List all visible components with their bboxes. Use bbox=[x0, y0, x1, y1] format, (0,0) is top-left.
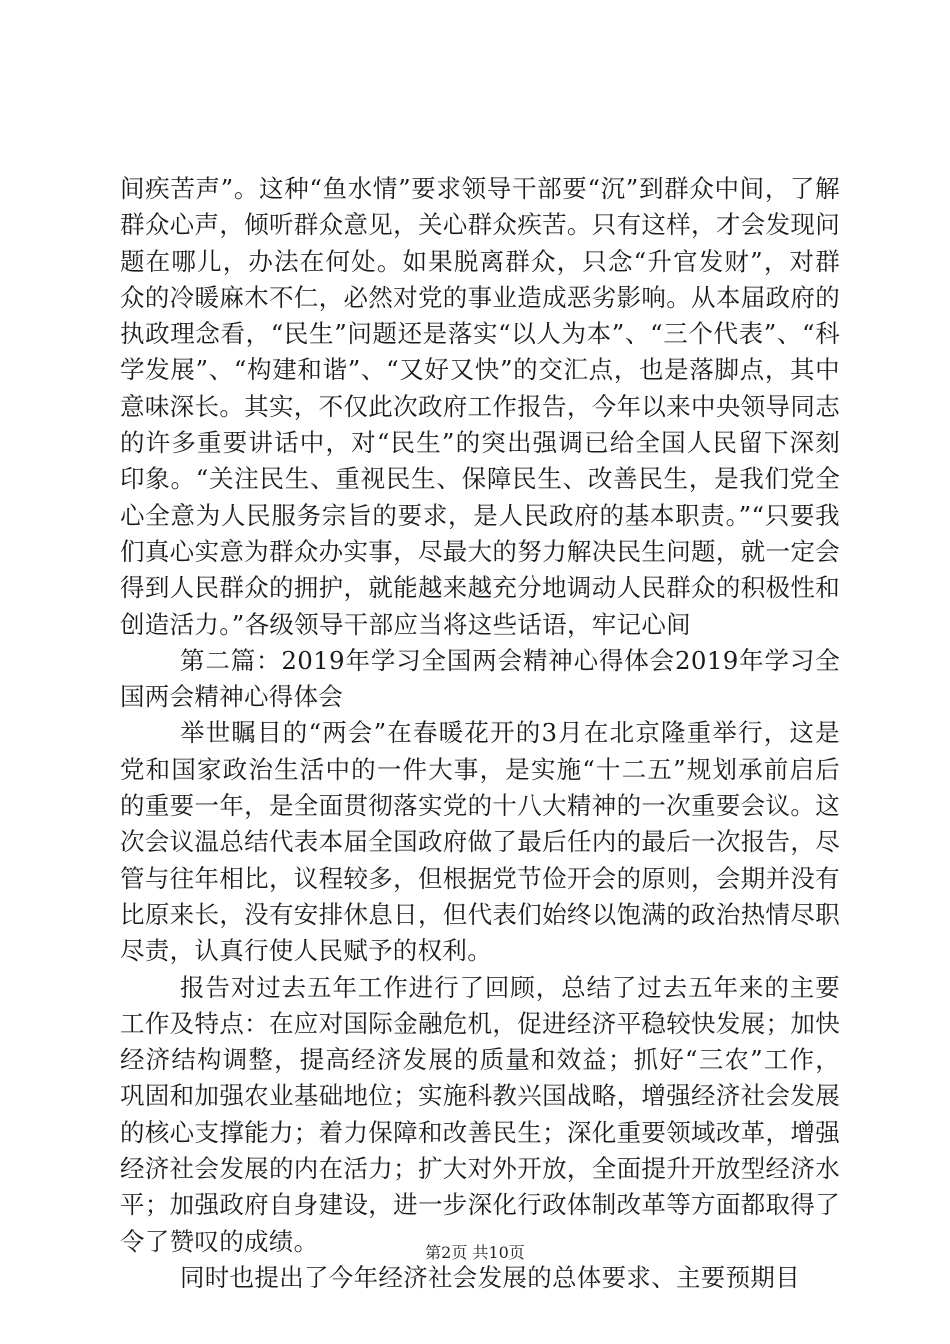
document-body bbox=[120, 171, 840, 1296]
paragraph-4: 报告对过去五年工作进行了回顾，总结了过去五年来的主要工作及特点：在应对国际金融危机，促进经济平稳较快发展；加快经济结构调整，提高经济发展的质量和效益；抓好“三农”工作，巩固和加强农业基础地位；实施科教兴国战略，增强经济社会发展的核心支撑能力；着力保障和改善民生；深化重要领域改革，增强经济社会发展的内在活力；扩大对外开放，全面提升开放型经济水平；加强政府自身建设，进一步深化行政体制改革等方面都取得了令了赞叹的成绩。 bbox=[120, 972, 840, 1256]
section-heading: 第二篇：2019年学习全国两会精神心得体会2019年学习全国两会精神心得体会 bbox=[120, 645, 840, 712]
page-footer: 第2页 共10页 bbox=[425, 1243, 525, 1262]
paragraph-1: 间疾苦声”。这种“鱼水情”要求领导干部要“沉”到群众中间，了解群众心声，倾听群众意见，关心群众疾苦。只有这样，才会发现问题在哪儿，办法在何处。如果脱离群众，只念“升官发财”，对群众的冷暖麻木不仁，必然对党的事业造成恶劣影响。从本届政府的执政理念看，“民生”问题还是落实“以人为本”、“三个代表”、“科学发展”、“构建和谐”、“又好又快”的交汇点，也是落脚点，其中意味深长。其实，不仅此次政府工作报告，今年以来中央领导同志的许多重要讲话中，对“民生”的突出强调已给全国人民留下深刻印象。“关注民生、重视民生、保障民生、改善民生，是我们党全心全意为人民服务宗旨的要求，是人民政府的基本职责。”“只要我们真心实意为群众办实事，尽最大的努力解决民生问题，就一定会得到人民群众的拥护，就能越来越充分地调动人民群众的积极性和创造活力。”各级领导干部应当将这些话语，牢记心间 bbox=[120, 174, 840, 639]
paragraph-5: 同时也提出了今年经济社会发展的总体要求、主要预期目 bbox=[180, 1262, 800, 1292]
paragraph-3: 举世瞩目的“两会”在春暖花开的3月在北京隆重举行，这是党和国家政治生活中的一件大事，是实施“十二五”规划承前启后的重要一年，是全面贯彻落实党的十八大精神的一次重要会议。这次会议温总结代表本届全国政府做了最后任内的最后一次报告，尽管与往年相比，议程较多，但根据党节俭开会的原则，会期并没有比原来长，没有安排休息日，但代表们始终以饱满的政治热情尽职尽责，认真行使人民赋予的权利。 bbox=[120, 718, 840, 966]
